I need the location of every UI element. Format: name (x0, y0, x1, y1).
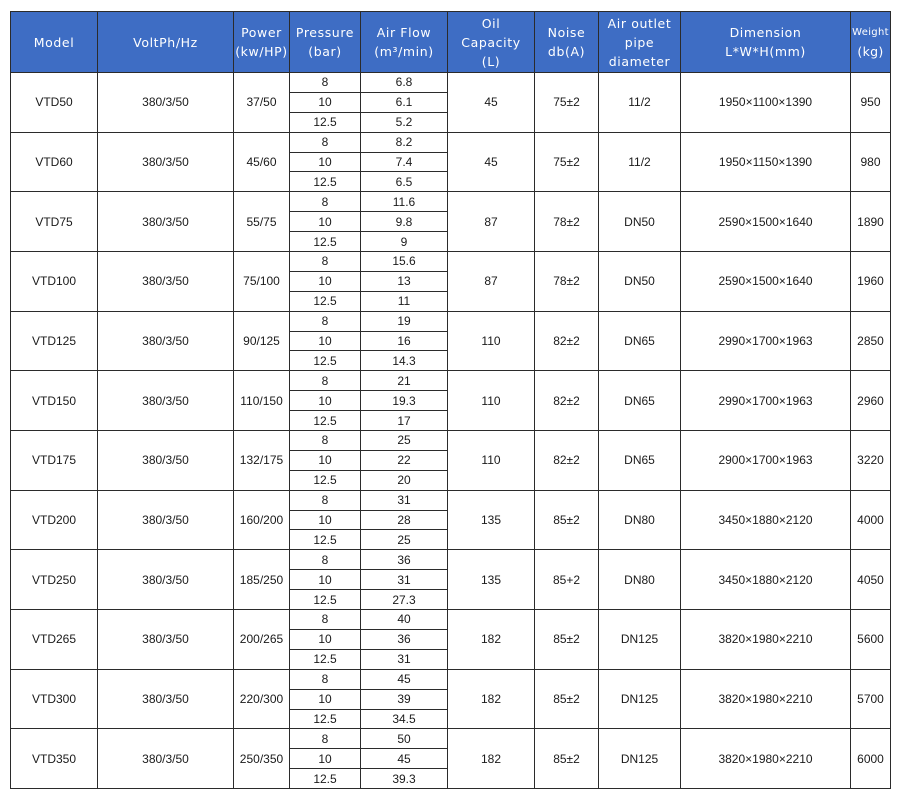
airflow-cell: 39 (361, 689, 448, 709)
airflow-cell: 39.3 (361, 769, 448, 789)
power-cell: 55/75 (234, 192, 290, 252)
table-row (11, 431, 891, 451)
pressure-cell: 12.5 (290, 470, 361, 490)
airflow-cell: 7.4 (361, 152, 448, 172)
pressure-cell: 10 (290, 450, 361, 470)
airflow-cell: 36 (361, 629, 448, 649)
outlet-diameter-cell: DN80 (599, 550, 681, 610)
volt-cell: 380/3/50 (98, 610, 234, 670)
pressure-cell: 12.5 (290, 232, 361, 252)
table-row (11, 729, 891, 749)
volt-cell: 380/3/50 (98, 311, 234, 371)
weight-cell: 1960 (851, 252, 891, 312)
pressure-cell: 8 (290, 669, 361, 689)
pressure-cell: 12.5 (290, 351, 361, 371)
header-oil (448, 12, 535, 73)
oil-capacity-cell: 135 (448, 490, 535, 550)
airflow-cell: 25 (361, 431, 448, 451)
header-outlet (599, 12, 681, 73)
model-cell: VTD60 (11, 132, 98, 192)
header-model (11, 12, 98, 73)
model-cell: VTD265 (11, 610, 98, 670)
airflow-cell: 17 (361, 411, 448, 431)
header-airflow-unit: (m³/min) (374, 44, 434, 59)
airflow-cell: 27.3 (361, 590, 448, 610)
noise-cell: 78±2 (535, 252, 599, 312)
pressure-cell: 12.5 (290, 291, 361, 311)
pressure-cell: 10 (290, 689, 361, 709)
outlet-diameter-cell: DN65 (599, 371, 681, 431)
header-row (11, 12, 891, 73)
oil-capacity-cell: 87 (448, 192, 535, 252)
dimension-cell: 2590×1500×1640 (681, 192, 851, 252)
header-power-unit: (kw/HP) (235, 44, 288, 59)
header-oil-line2: Capacity (461, 34, 521, 50)
header-volt (98, 12, 234, 73)
table-row (11, 669, 891, 689)
power-cell: 250/350 (234, 729, 290, 789)
pressure-cell: 8 (290, 371, 361, 391)
header-weight (851, 12, 891, 73)
outlet-diameter-cell: DN65 (599, 431, 681, 491)
header-dimension (681, 12, 851, 73)
pressure-cell: 10 (290, 749, 361, 769)
header-airflow-line: Air Flow (376, 25, 432, 40)
airflow-cell: 9.8 (361, 212, 448, 232)
table-row (11, 132, 891, 152)
outlet-diameter-cell: 11/2 (599, 132, 681, 192)
outlet-diameter-cell: DN50 (599, 252, 681, 312)
weight-cell: 950 (851, 73, 891, 133)
noise-cell: 85±2 (535, 669, 599, 729)
outlet-diameter-cell: DN125 (599, 669, 681, 729)
table-row (11, 73, 891, 93)
airflow-cell: 6.8 (361, 73, 448, 93)
outlet-diameter-cell: DN50 (599, 192, 681, 252)
pressure-cell: 10 (290, 92, 361, 112)
weight-cell: 3220 (851, 431, 891, 491)
header-noise-unit: db(A) (547, 44, 586, 59)
header-noise-line: Noise (547, 25, 586, 40)
pressure-cell: 8 (290, 252, 361, 272)
power-cell: 185/250 (234, 550, 290, 610)
weight-cell: 4000 (851, 490, 891, 550)
header-pressure (290, 12, 361, 73)
header-oil-unit: (L) (481, 53, 501, 69)
airflow-cell: 21 (361, 371, 448, 391)
airflow-cell: 31 (361, 649, 448, 669)
oil-capacity-cell: 110 (448, 431, 535, 491)
airflow-cell: 9 (361, 232, 448, 252)
volt-cell: 380/3/50 (98, 252, 234, 312)
oil-capacity-cell: 87 (448, 252, 535, 312)
airflow-cell: 8.2 (361, 132, 448, 152)
volt-cell: 380/3/50 (98, 729, 234, 789)
pressure-cell: 10 (290, 510, 361, 530)
pressure-cell: 12.5 (290, 172, 361, 192)
weight-cell: 1890 (851, 192, 891, 252)
dimension-cell: 2990×1700×1963 (681, 371, 851, 431)
pressure-cell: 12.5 (290, 590, 361, 610)
airflow-cell: 22 (361, 450, 448, 470)
weight-cell: 5600 (851, 610, 891, 670)
pressure-cell: 12.5 (290, 649, 361, 669)
noise-cell: 75±2 (535, 132, 599, 192)
pressure-cell: 12.5 (290, 530, 361, 550)
outlet-diameter-cell: DN125 (599, 610, 681, 670)
weight-cell: 4050 (851, 550, 891, 610)
pressure-cell: 8 (290, 73, 361, 93)
header-outlet-line1: Air outlet (607, 15, 672, 31)
power-cell: 132/175 (234, 431, 290, 491)
oil-capacity-cell: 135 (448, 550, 535, 610)
noise-cell: 75±2 (535, 73, 599, 133)
pressure-cell: 10 (290, 152, 361, 172)
header-outlet-line3: diameter (608, 53, 671, 69)
model-cell: VTD150 (11, 371, 98, 431)
airflow-cell: 36 (361, 550, 448, 570)
model-cell: VTD175 (11, 431, 98, 491)
airflow-cell: 19 (361, 311, 448, 331)
volt-cell: 380/3/50 (98, 490, 234, 550)
airflow-cell: 34.5 (361, 709, 448, 729)
power-cell: 90/125 (234, 311, 290, 371)
pressure-cell: 12.5 (290, 709, 361, 729)
volt-cell: 380/3/50 (98, 431, 234, 491)
pressure-cell: 8 (290, 610, 361, 630)
table-header (11, 12, 891, 73)
airflow-cell: 19.3 (361, 391, 448, 411)
header-outlet-line2: pipe (624, 34, 655, 50)
airflow-cell: 16 (361, 331, 448, 351)
model-cell: VTD100 (11, 252, 98, 312)
table-row (11, 311, 891, 331)
airflow-cell: 11 (361, 291, 448, 311)
noise-cell: 85±2 (535, 729, 599, 789)
outlet-diameter-cell: DN65 (599, 311, 681, 371)
model-cell: VTD50 (11, 73, 98, 133)
power-cell: 45/60 (234, 132, 290, 192)
power-cell: 160/200 (234, 490, 290, 550)
dimension-cell: 3450×1880×2120 (681, 550, 851, 610)
pressure-cell: 10 (290, 629, 361, 649)
oil-capacity-cell: 110 (448, 311, 535, 371)
dimension-cell: 3450×1880×2120 (681, 490, 851, 550)
model-cell: VTD300 (11, 669, 98, 729)
noise-cell: 82±2 (535, 431, 599, 491)
outlet-diameter-cell: DN125 (599, 729, 681, 789)
noise-cell: 85±2 (535, 490, 599, 550)
airflow-cell: 6.5 (361, 172, 448, 192)
table-row (11, 550, 891, 570)
weight-cell: 5700 (851, 669, 891, 729)
pressure-cell: 10 (290, 212, 361, 232)
header-weight-unit: (kg) (857, 44, 884, 59)
weight-cell: 6000 (851, 729, 891, 789)
pressure-cell: 12.5 (290, 112, 361, 132)
volt-cell: 380/3/50 (98, 669, 234, 729)
airflow-cell: 5.2 (361, 112, 448, 132)
pressure-cell: 8 (290, 431, 361, 451)
oil-capacity-cell: 45 (448, 73, 535, 133)
noise-cell: 82±2 (535, 311, 599, 371)
volt-cell: 380/3/50 (98, 550, 234, 610)
pressure-cell: 10 (290, 331, 361, 351)
header-volt-line: VoltPh/Hz (133, 34, 198, 50)
weight-cell: 2850 (851, 311, 891, 371)
model-cell: VTD200 (11, 490, 98, 550)
pressure-cell: 10 (290, 271, 361, 291)
model-cell: VTD250 (11, 550, 98, 610)
header-noise (535, 12, 599, 73)
model-cell: VTD350 (11, 729, 98, 789)
airflow-cell: 14.3 (361, 351, 448, 371)
dimension-cell: 2990×1700×1963 (681, 311, 851, 371)
pressure-cell: 10 (290, 391, 361, 411)
table-body (11, 73, 891, 789)
pressure-cell: 12.5 (290, 411, 361, 431)
header-weight-line: Weight (852, 27, 889, 38)
volt-cell: 380/3/50 (98, 132, 234, 192)
oil-capacity-cell: 110 (448, 371, 535, 431)
pressure-cell: 10 (290, 570, 361, 590)
noise-cell: 85+2 (535, 550, 599, 610)
airflow-cell: 50 (361, 729, 448, 749)
airflow-cell: 15.6 (361, 252, 448, 272)
airflow-cell: 40 (361, 610, 448, 630)
dimension-cell: 3820×1980×2210 (681, 669, 851, 729)
volt-cell: 380/3/50 (98, 192, 234, 252)
volt-cell: 380/3/50 (98, 371, 234, 431)
volt-cell: 380/3/50 (98, 73, 234, 133)
model-cell: VTD125 (11, 311, 98, 371)
airflow-cell: 45 (361, 749, 448, 769)
airflow-cell: 6.1 (361, 92, 448, 112)
pressure-cell: 8 (290, 132, 361, 152)
outlet-diameter-cell: DN80 (599, 490, 681, 550)
airflow-cell: 28 (361, 510, 448, 530)
airflow-cell: 11.6 (361, 192, 448, 212)
outlet-diameter-cell: 11/2 (599, 73, 681, 133)
noise-cell: 82±2 (535, 371, 599, 431)
oil-capacity-cell: 182 (448, 729, 535, 789)
header-model-line: Model (33, 34, 75, 50)
airflow-cell: 31 (361, 490, 448, 510)
noise-cell: 85±2 (535, 610, 599, 670)
dimension-cell: 1950×1150×1390 (681, 132, 851, 192)
weight-cell: 980 (851, 132, 891, 192)
table-row (11, 252, 891, 272)
pressure-cell: 12.5 (290, 769, 361, 789)
dimension-cell: 2590×1500×1640 (681, 252, 851, 312)
power-cell: 220/300 (234, 669, 290, 729)
power-cell: 200/265 (234, 610, 290, 670)
dimension-cell: 1950×1100×1390 (681, 73, 851, 133)
header-airflow (361, 12, 448, 73)
header-oil-line1: Oil (481, 15, 501, 31)
airflow-cell: 25 (361, 530, 448, 550)
header-power (234, 12, 290, 73)
dimension-cell: 3820×1980×2210 (681, 610, 851, 670)
model-cell: VTD75 (11, 192, 98, 252)
pressure-cell: 8 (290, 550, 361, 570)
oil-capacity-cell: 182 (448, 610, 535, 670)
header-power-line: Power (241, 25, 282, 40)
dimension-cell: 3820×1980×2210 (681, 729, 851, 789)
noise-cell: 78±2 (535, 192, 599, 252)
power-cell: 37/50 (234, 73, 290, 133)
table-row (11, 610, 891, 630)
power-cell: 110/150 (234, 371, 290, 431)
table-row (11, 371, 891, 391)
header-dimension-unit: L*W*H(mm) (725, 44, 806, 59)
dimension-cell: 2900×1700×1963 (681, 431, 851, 491)
airflow-cell: 45 (361, 669, 448, 689)
header-pressure-unit: (bar) (308, 44, 342, 59)
pressure-cell: 8 (290, 490, 361, 510)
pressure-cell: 8 (290, 192, 361, 212)
oil-capacity-cell: 182 (448, 669, 535, 729)
power-cell: 75/100 (234, 252, 290, 312)
airflow-cell: 20 (361, 470, 448, 490)
table-row (11, 490, 891, 510)
table-row (11, 192, 891, 212)
header-dimension-line: Dimension (729, 25, 802, 40)
pressure-cell: 8 (290, 729, 361, 749)
spec-table (10, 11, 891, 789)
oil-capacity-cell: 45 (448, 132, 535, 192)
pressure-cell: 8 (290, 311, 361, 331)
airflow-cell: 13 (361, 271, 448, 291)
header-pressure-line: Pressure (295, 25, 355, 40)
weight-cell: 2960 (851, 371, 891, 431)
airflow-cell: 31 (361, 570, 448, 590)
